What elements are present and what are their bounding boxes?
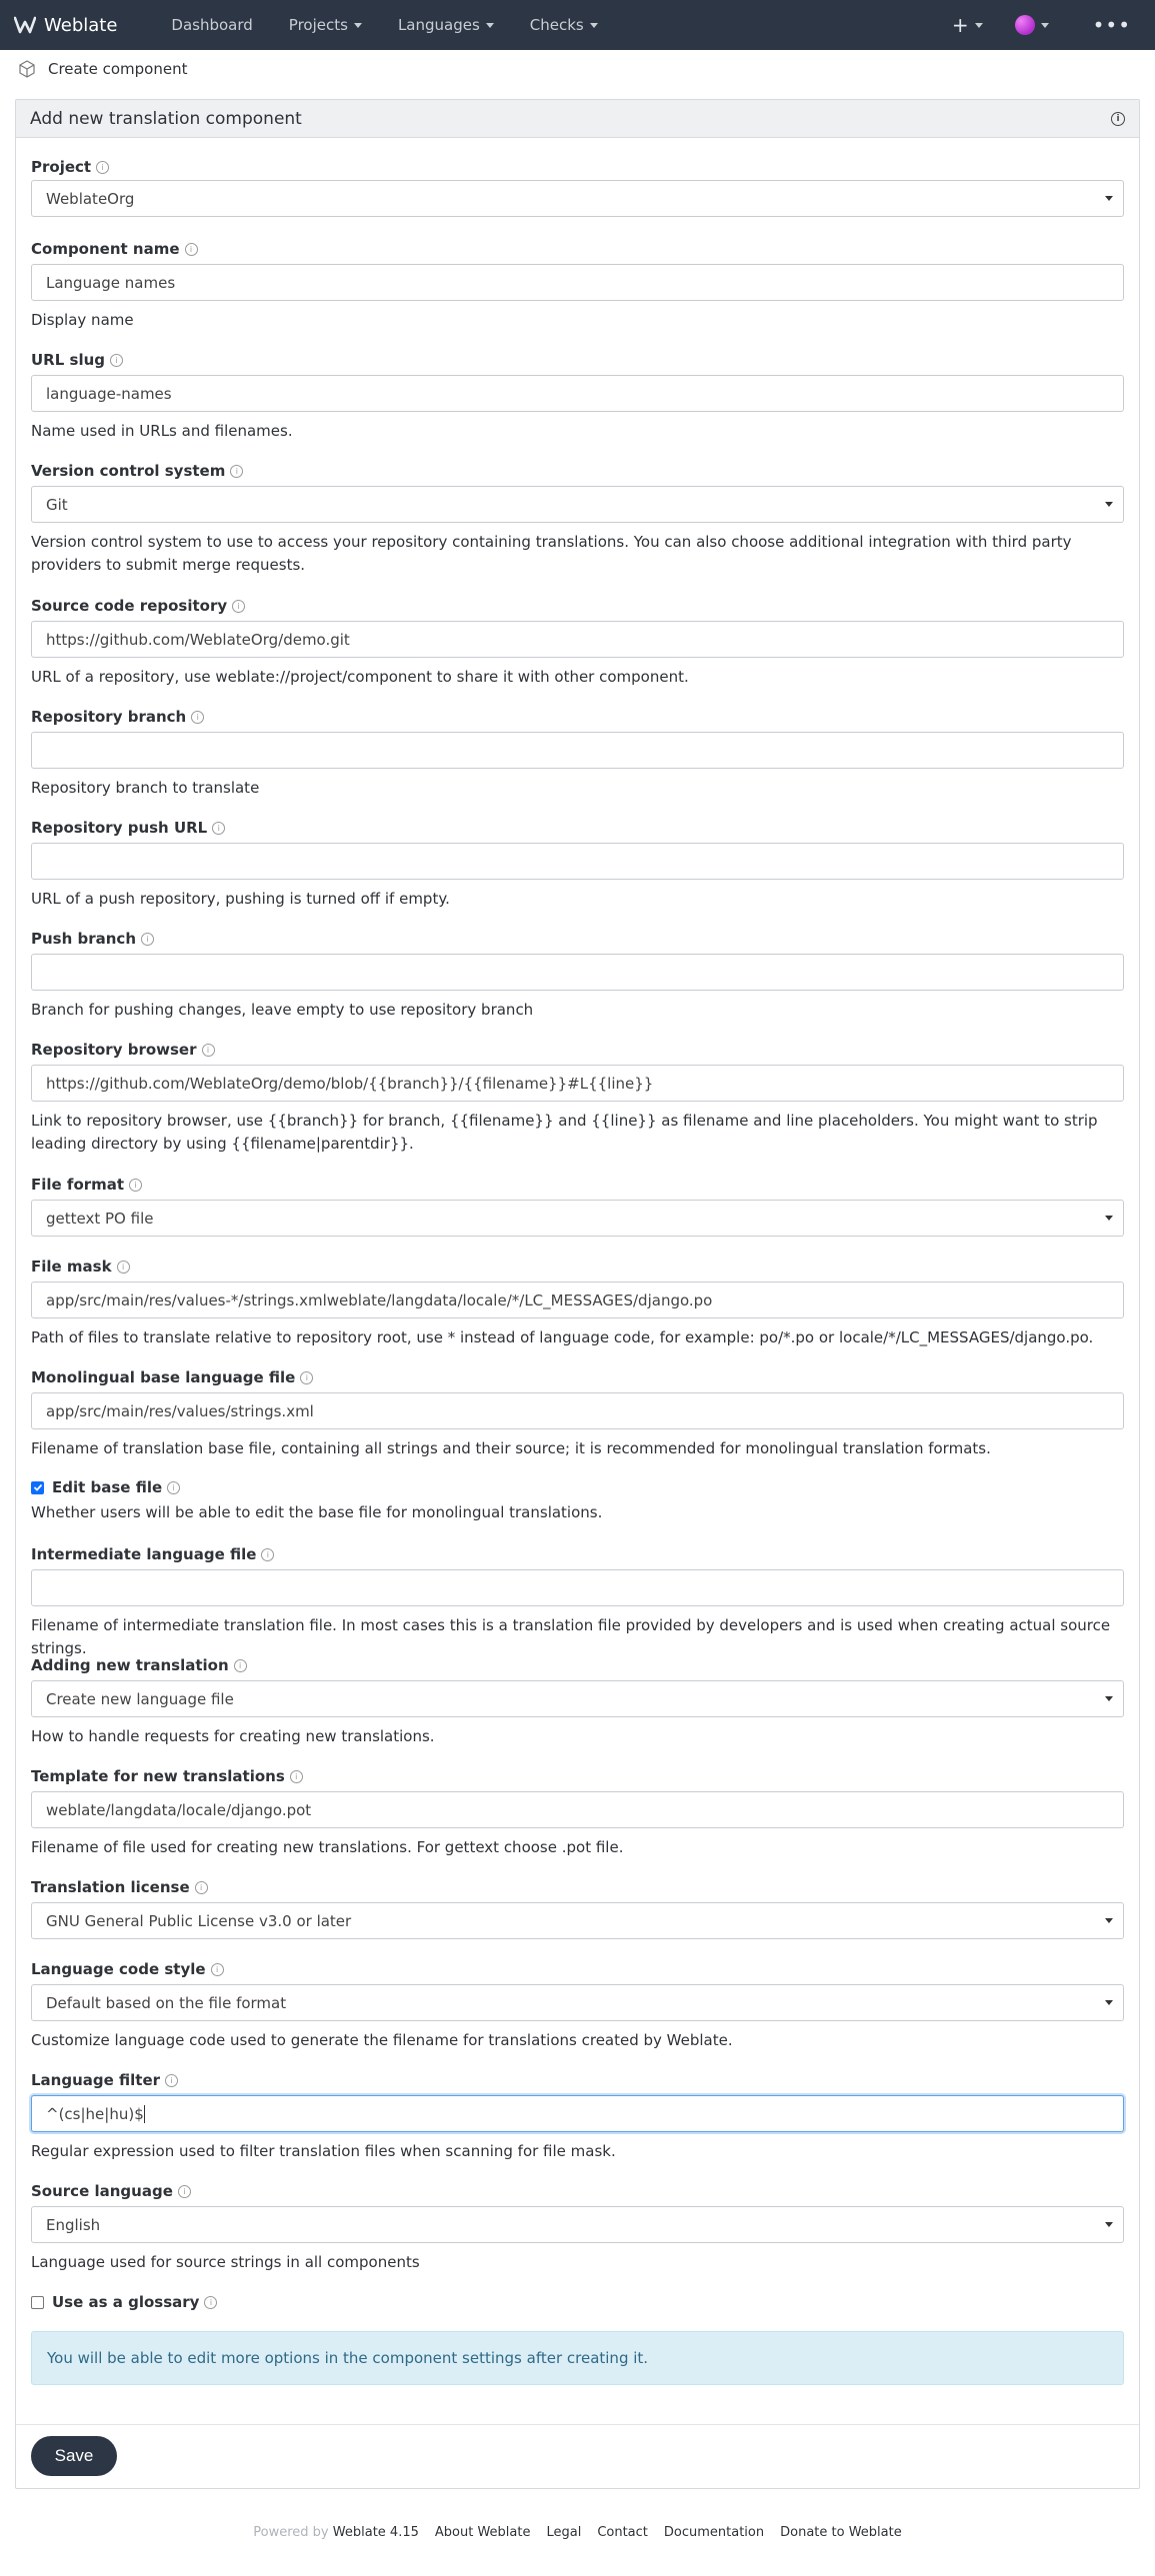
base-file-label-text: Monolingual base language file <box>31 1368 296 1386</box>
branch-help: Repository branch to translate <box>31 779 260 797</box>
repo-label-text: Source code repository <box>31 597 228 615</box>
brand[interactable] <box>14 15 117 36</box>
chevron-down-icon <box>1105 196 1113 201</box>
breadcrumb <box>18 58 187 80</box>
repo-browser-value: https://github.com/WeblateOrg/demo/blob/{{branch}}/{{filename}}#L{{line}} <box>46 1074 654 1093</box>
help-icon[interactable]: i <box>212 822 225 835</box>
base-file-help: Filename of translation base file, containing all strings and their source; it is recommended for monolingual translation formats. <box>31 1439 991 1457</box>
field-push-url <box>31 818 1124 908</box>
field-repo <box>31 596 1124 686</box>
help-icon[interactable]: i <box>211 1963 224 1976</box>
help-icon[interactable]: i <box>234 1659 247 1672</box>
footer-link-contact[interactable]: Contact <box>597 2525 648 2540</box>
footer-link-legal[interactable]: Legal <box>546 2525 582 2540</box>
edit-base-checkbox[interactable] <box>31 1481 44 1494</box>
info-alert: You will be able to edit more options in the component settings after creating it. <box>31 2331 1124 2385</box>
code-style-value: Default based on the file format <box>46 1993 287 2012</box>
project-label <box>31 157 1124 177</box>
file-mask-label-text: File mask <box>31 1258 112 1276</box>
url-slug-help: Name used in URLs and filenames. <box>31 422 293 440</box>
help-icon[interactable]: i <box>96 161 109 174</box>
field-file-format <box>31 1175 1124 1228</box>
page-footer <box>0 2525 1155 2540</box>
vcs-select[interactable] <box>31 486 1124 523</box>
source-lang-value: English <box>46 2215 101 2234</box>
nav-projects[interactable] <box>289 16 362 34</box>
template-input[interactable] <box>31 1791 1124 1828</box>
push-url-input[interactable] <box>31 843 1124 880</box>
source-lang-label <box>31 2181 1124 2201</box>
branch-label <box>31 707 1124 727</box>
repo-browser-input[interactable] <box>31 1065 1124 1102</box>
brand-name: Weblate <box>44 14 118 36</box>
component-name-label <box>31 239 1124 259</box>
help-icon[interactable]: i <box>204 2296 217 2309</box>
footer-link-donate[interactable]: Donate to Weblate <box>780 2525 902 2540</box>
field-code-style <box>31 1959 1124 2049</box>
field-new-translation <box>31 1655 1124 1745</box>
license-value: GNU General Public License v3.0 or later <box>46 1911 352 1930</box>
chevron-down-icon <box>1105 1918 1113 1923</box>
help-icon[interactable]: i <box>300 1371 313 1384</box>
file-mask-label <box>31 1257 1124 1277</box>
field-source-lang <box>31 2181 1124 2271</box>
component-name-input[interactable] <box>31 264 1124 301</box>
license-label <box>31 1877 1124 1897</box>
edit-base-row <box>31 1477 1124 1497</box>
footer-link-weblate-version[interactable]: Weblate 4.15 <box>332 2525 419 2540</box>
field-base-file <box>31 1367 1124 1457</box>
vcs-label-text: Version control system <box>31 462 226 480</box>
vcs-select-value: Git <box>46 495 68 514</box>
component-name-value: Language names <box>46 273 176 292</box>
component-name-help: Display name <box>31 311 134 329</box>
lang-filter-label-text: Language filter <box>31 2071 161 2089</box>
save-button[interactable]: Save <box>31 2436 117 2476</box>
repo-value: https://github.com/WeblateOrg/demo.git <box>46 630 350 649</box>
repo-browser-help: Link to repository browser, use {{branch}} for branch, {{filename}} and {{line}} as filename and line placeholders. You might want to strip leading directory by using {{filename|parentdir}}. <box>31 1112 1098 1153</box>
url-slug-value: language-names <box>46 384 172 403</box>
base-file-value: app/src/main/res/values/strings.xml <box>46 1401 314 1420</box>
chevron-down-icon <box>1105 2000 1113 2005</box>
page-title: Create component <box>48 60 188 78</box>
more-menu-icon[interactable]: ••• <box>1092 13 1131 37</box>
field-glossary <box>31 2292 1124 2312</box>
field-repo-browser <box>31 1040 1124 1153</box>
info-icon[interactable]: i <box>1111 112 1125 126</box>
repo-input[interactable] <box>31 621 1124 658</box>
chevron-down-icon <box>590 23 598 28</box>
help-icon[interactable]: i <box>129 1179 142 1192</box>
glossary-row <box>31 2292 1124 2312</box>
component-name-label-text: Component name <box>31 240 180 258</box>
chevron-down-icon <box>1105 1696 1113 1701</box>
project-select[interactable] <box>31 180 1124 217</box>
repo-label <box>31 596 1124 616</box>
footer-link-documentation[interactable]: Documentation <box>663 2525 765 2540</box>
powered-by-text: Powered by <box>253 2525 329 2540</box>
push-url-label <box>31 818 1124 838</box>
panel-title: Add new translation component <box>30 108 302 129</box>
glossary-label[interactable]: Use as a glossary <box>52 2293 200 2311</box>
add-menu[interactable] <box>952 13 983 37</box>
chevron-down-icon <box>354 23 362 28</box>
field-license <box>31 1877 1124 1930</box>
lang-filter-value: ^(cs|he|hu)$ <box>46 2104 144 2123</box>
source-lang-select[interactable] <box>31 2206 1124 2243</box>
help-icon[interactable]: i <box>117 1261 130 1274</box>
field-file-mask <box>31 1257 1124 1346</box>
help-icon[interactable]: i <box>178 2185 191 2198</box>
help-icon[interactable]: i <box>185 243 198 256</box>
help-icon[interactable]: i <box>195 1881 208 1894</box>
nav-checks-label: Checks <box>529 16 584 34</box>
template-value: weblate/langdata/locale/django.pot <box>46 1800 312 1819</box>
field-edit-base <box>31 1477 1124 1521</box>
base-file-label <box>31 1367 1124 1387</box>
field-project <box>31 157 1124 208</box>
nav-dashboard[interactable] <box>171 16 252 34</box>
field-lang-filter <box>31 2070 1124 2160</box>
file-mask-input[interactable] <box>31 1282 1124 1318</box>
help-icon[interactable]: i <box>230 465 243 478</box>
push-branch-help: Branch for pushing changes, leave empty to use repository branch <box>31 1001 534 1019</box>
url-slug-label <box>31 350 1124 370</box>
plus-icon: + <box>951 13 969 37</box>
intermediate-label <box>31 1544 1124 1564</box>
nav-languages-label: Languages <box>397 16 480 34</box>
edit-base-help: Whether users will be able to edit the base file for monolingual translations. <box>31 1503 603 1521</box>
url-slug-input[interactable] <box>31 375 1124 412</box>
avatar <box>1015 15 1035 35</box>
panel-header <box>16 100 1139 138</box>
push-url-help: URL of a push repository, pushing is turned off if empty. <box>31 890 450 908</box>
lang-filter-help: Regular expression used to filter translation files when scanning for file mask. <box>31 2142 616 2160</box>
new-translation-help: How to handle requests for creating new translations. <box>31 1727 435 1745</box>
navbar <box>0 0 1155 50</box>
branch-input[interactable] <box>31 732 1124 769</box>
intermediate-label-text: Intermediate language file <box>31 1545 257 1563</box>
chevron-down-icon <box>1105 2222 1113 2227</box>
lang-filter-label <box>31 2070 1124 2090</box>
help-icon[interactable]: i <box>202 1044 215 1057</box>
push-branch-label <box>31 929 1124 949</box>
panel-footer <box>16 2424 1139 2489</box>
new-translation-select[interactable] <box>31 1680 1124 1717</box>
template-label-text: Template for new translations <box>31 1767 285 1785</box>
file-format-value: gettext PO file <box>46 1209 154 1228</box>
push-branch-input[interactable] <box>31 954 1124 991</box>
code-style-help: Customize language code used to generate the filename for translations created by Weblate. <box>31 2031 733 2049</box>
repo-browser-label-text: Repository browser <box>31 1041 197 1059</box>
license-label-text: Translation license <box>31 1878 190 1896</box>
footer-link-about[interactable]: About Weblate <box>434 2525 531 2540</box>
help-icon[interactable]: i <box>232 600 245 613</box>
push-branch-label-text: Push branch <box>31 930 137 948</box>
intermediate-help: Filename of intermediate translation file. In most cases this is a translation file provided by developers and is used when creating actual source strings. <box>31 1616 1111 1657</box>
nav-languages[interactable] <box>398 16 494 34</box>
chevron-down-icon <box>1105 502 1113 507</box>
help-icon[interactable]: i <box>165 2074 178 2087</box>
field-intermediate <box>31 1544 1124 1657</box>
chevron-down-icon <box>1041 23 1049 28</box>
url-slug-label-text: URL slug <box>31 351 105 369</box>
new-translation-value: Create new language file <box>46 1689 234 1708</box>
file-format-label <box>31 1175 1124 1195</box>
repo-browser-label <box>31 1040 1124 1060</box>
component-cube-icon <box>18 60 36 78</box>
file-mask-value: app/src/main/res/values-*/strings.xmlweblate/langdata/locale/*/LC_MESSAGES/django.po <box>46 1290 713 1309</box>
user-menu[interactable] <box>1015 15 1049 35</box>
license-select[interactable] <box>31 1902 1124 1939</box>
code-style-label <box>31 1959 1124 1979</box>
source-lang-label-text: Source language <box>31 2182 173 2200</box>
file-mask-help: Path of files to translate relative to repository root, use * instead of language code, for example: po/*.po or locale/*/LC_MESSAGES/django.po. <box>31 1328 1094 1346</box>
template-label <box>31 1766 1124 1786</box>
help-icon[interactable]: i <box>110 354 123 367</box>
vcs-help: Version control system to use to access your repository containing translations. You can also choose additional integration with third party providers to submit merge requests. <box>31 533 1072 574</box>
help-icon[interactable]: i <box>141 933 154 946</box>
field-template <box>31 1766 1124 1856</box>
help-icon[interactable]: i <box>290 1770 303 1783</box>
glossary-checkbox[interactable] <box>31 2296 44 2309</box>
help-icon[interactable]: i <box>261 1548 274 1561</box>
help-icon[interactable]: i <box>167 1481 180 1494</box>
check-icon <box>33 1482 43 1492</box>
chevron-down-icon <box>1105 1216 1113 1221</box>
help-icon[interactable]: i <box>191 711 204 724</box>
chevron-down-icon <box>975 23 983 28</box>
nav-projects-label: Projects <box>288 16 348 34</box>
intermediate-input[interactable] <box>31 1569 1124 1606</box>
base-file-input[interactable] <box>31 1392 1124 1429</box>
source-lang-help: Language used for source strings in all components <box>31 2253 420 2271</box>
template-help: Filename of file used for creating new translations. For gettext choose .pot file. <box>31 1838 624 1856</box>
field-url-slug <box>31 350 1124 440</box>
project-select-value: WeblateOrg <box>46 189 135 208</box>
branch-label-text: Repository branch <box>31 708 187 726</box>
repo-help: URL of a repository, use weblate://project/component to share it with other component. <box>31 668 689 686</box>
field-push-branch <box>31 929 1124 1019</box>
lang-filter-input[interactable] <box>31 2095 1124 2132</box>
edit-base-label[interactable]: Edit base file <box>52 1478 163 1496</box>
new-translation-label-text: Adding new translation <box>31 1656 229 1674</box>
vcs-label <box>31 461 1124 481</box>
new-translation-label <box>31 1655 1124 1675</box>
code-style-label-text: Language code style <box>31 1960 206 1978</box>
field-component-name <box>31 239 1124 329</box>
nav-right <box>952 0 1155 50</box>
field-vcs <box>31 461 1124 574</box>
push-url-label-text: Repository push URL <box>31 819 208 837</box>
nav-checks[interactable] <box>530 16 598 34</box>
file-format-select[interactable] <box>31 1200 1124 1237</box>
chevron-down-icon <box>486 23 494 28</box>
field-branch <box>31 707 1124 797</box>
file-format-label-text: File format <box>31 1176 125 1194</box>
weblate-logo-icon <box>14 15 36 35</box>
nav-dashboard-label: Dashboard <box>171 16 253 34</box>
code-style-select[interactable] <box>31 1984 1124 2021</box>
project-label-text: Project <box>31 158 92 176</box>
add-component-panel <box>15 99 1140 2489</box>
